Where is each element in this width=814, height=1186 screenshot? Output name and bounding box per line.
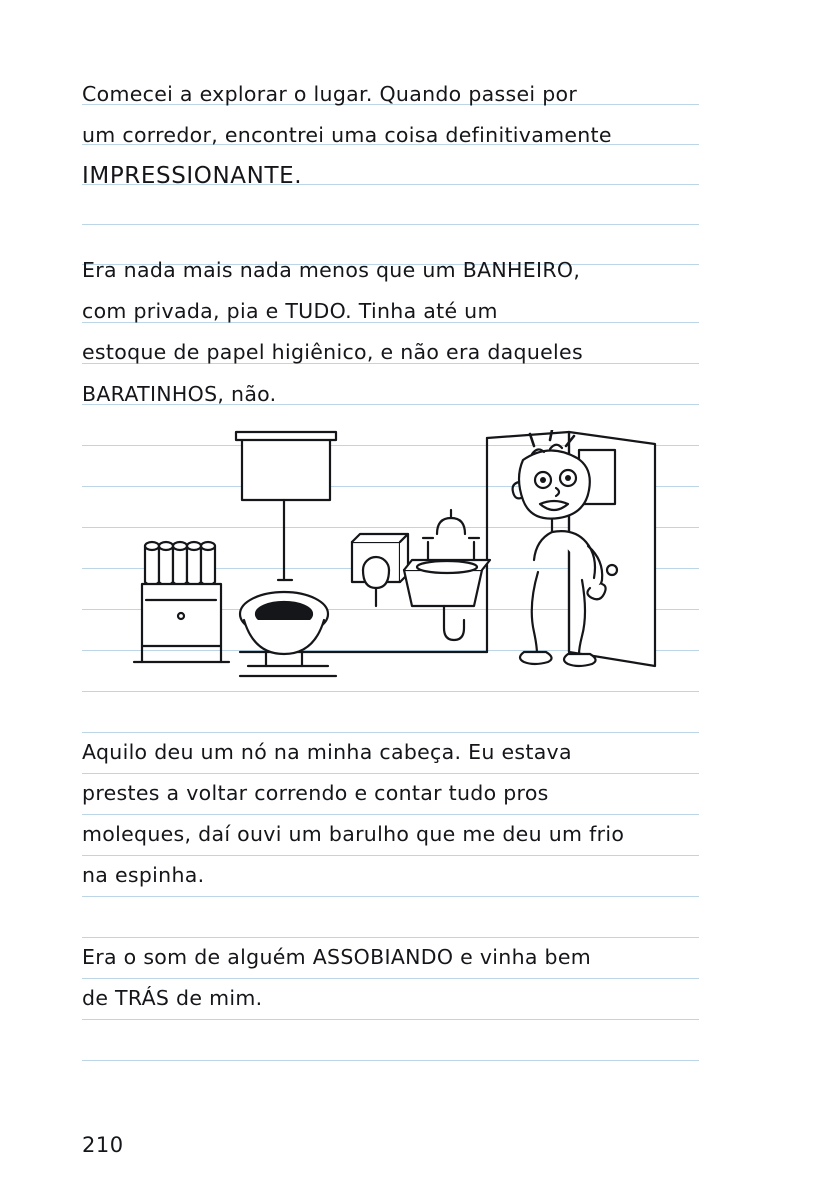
text-line: na espinha. xyxy=(82,863,205,887)
toilet xyxy=(236,432,336,676)
text-line: um corredor, encontrei uma coisa definitivamente xyxy=(82,123,612,147)
text-line: moleques, daí ouvi um barulho que me deu um frio xyxy=(82,822,625,846)
sink xyxy=(404,510,490,640)
text-line: prestes a voltar correndo e contar tudo pros xyxy=(82,781,549,805)
text-line: de TRÁS de mim. xyxy=(82,986,263,1010)
rule-line xyxy=(82,732,699,733)
rule-line xyxy=(82,1060,699,1061)
rule-line xyxy=(82,978,699,979)
rule-line xyxy=(82,896,699,897)
rule-line xyxy=(82,224,699,225)
rule-line xyxy=(82,814,699,815)
toilet-paper-holder xyxy=(352,534,408,606)
text-line: BARATINHOS, não. xyxy=(82,382,277,406)
text-line: Era nada mais nada menos que um BANHEIRO, xyxy=(82,258,581,282)
toilet-paper-stack xyxy=(134,542,229,662)
text-line: estoque de papel higiênico, e não era daqueles xyxy=(82,340,583,364)
text-line: Era o som de alguém ASSOBIANDO e vinha bem xyxy=(82,945,592,969)
rule-line xyxy=(82,937,699,938)
illustration-bathroom xyxy=(82,430,699,692)
text-line: IMPRESSIONANTE. xyxy=(82,163,303,189)
rule-line xyxy=(82,773,699,774)
text-line: Comecei a explorar o lugar. Quando passei por xyxy=(82,82,578,106)
text-line: Aquilo deu um nó na minha cabeça. Eu estava xyxy=(82,740,572,764)
page-number: 210 xyxy=(82,1133,124,1157)
text-line: com privada, pia e TUDO. Tinha até um xyxy=(82,299,498,323)
rule-line xyxy=(82,1019,699,1020)
rule-line xyxy=(82,855,699,856)
